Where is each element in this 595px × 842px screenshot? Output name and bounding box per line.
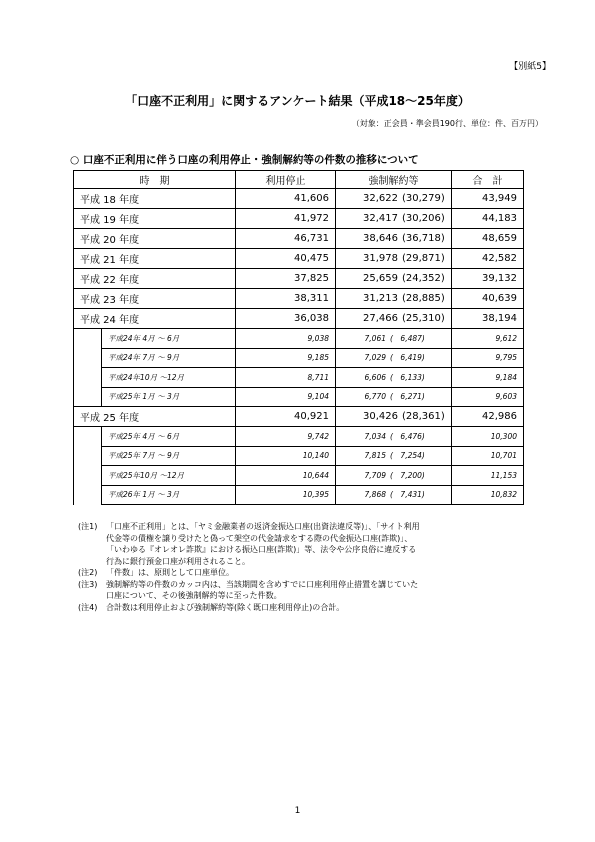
row-period: 平成 23 年度: [74, 289, 236, 309]
subrow-total: 10,832: [452, 485, 524, 505]
severance-value: 7,061: [364, 333, 386, 343]
note-label: (注3): [78, 579, 98, 589]
note-line: 強制解約等の件数のカッコ内は、当該期間を含めすでに口座利用停止措置を講じていた: [106, 579, 419, 589]
note-label: (注1): [78, 522, 98, 531]
subrow-period: 平成24年 7月 ～ 9月: [102, 348, 236, 368]
severance-value: 7,868: [364, 490, 386, 500]
subrow-stop: 9,742: [236, 427, 336, 447]
severance-value: 30,426: [363, 411, 398, 422]
table-row: [74, 269, 524, 289]
row-severance: [336, 229, 452, 249]
severance-prior: (29,871): [402, 253, 445, 264]
note-text: [106, 579, 528, 602]
row-total: 40,639: [452, 289, 524, 309]
indent-cell: [74, 329, 102, 407]
note-item: [78, 602, 528, 614]
severance-prior: ( 7,431): [390, 490, 425, 500]
row-period: 平成 18 年度: [74, 189, 236, 209]
row-stop: 38,311: [236, 289, 336, 309]
header-total: 合 計: [452, 171, 524, 189]
subrow-severance: [336, 368, 452, 388]
row-stop: 46,731: [236, 229, 336, 249]
subrow-severance: [336, 446, 452, 466]
severance-prior: (36,718): [402, 233, 445, 244]
table-row: [74, 407, 524, 427]
row-period: 平成 19 年度: [74, 209, 236, 229]
subrow-total: 9,612: [452, 329, 524, 349]
severance-value: 6,770: [364, 392, 386, 402]
subrow-severance: [336, 466, 452, 486]
severance-value: 25,659: [363, 273, 398, 284]
table-header-row: [74, 171, 524, 189]
row-stop: 41,972: [236, 209, 336, 229]
subrow-period: 平成25年 4月 ～ 6月: [102, 427, 236, 447]
subrow-severance: [336, 329, 452, 349]
subrow-total: 10,300: [452, 427, 524, 447]
subrow-total: 10,701: [452, 446, 524, 466]
severance-value: 7,709: [364, 470, 386, 480]
row-severance: [336, 209, 452, 229]
survey-scope: （対象：正会員・準会員190行、単位：件、百万円）: [351, 119, 543, 128]
row-total: 43,949: [452, 189, 524, 209]
row-severance: [336, 269, 452, 289]
severance-prior: ( 6,476): [390, 431, 425, 441]
row-total: 38,194: [452, 309, 524, 329]
table-row: [74, 309, 524, 329]
subrow-stop: 9,104: [236, 387, 336, 407]
table-subrow: [74, 348, 524, 368]
subrow-severance: [336, 348, 452, 368]
row-total: 42,986: [452, 407, 524, 427]
notes: [78, 521, 528, 613]
row-period: 平成 21 年度: [74, 249, 236, 269]
table-subrow: [74, 485, 524, 505]
table-subrow: [74, 427, 524, 447]
note-text: [106, 567, 528, 579]
subrow-total: 9,184: [452, 368, 524, 388]
table-row: [74, 249, 524, 269]
subrow-stop: 8,711: [236, 368, 336, 388]
table-subrow: [74, 329, 524, 349]
note-line: 「いわゆる『オレオレ詐欺』における振込口座(詐欺)」等、法令や公序良俗に違反する: [106, 545, 417, 554]
note-line: 口座について、その後強制解約等に至った件数。: [106, 591, 282, 600]
severance-prior: (30,279): [402, 193, 445, 204]
account-suspension-table: [73, 170, 524, 505]
note-line: 代金等の債権を譲り受けたと偽って架空の代金請求をする際の代金振込口座(詐欺)」、: [106, 533, 413, 543]
subrow-stop: 10,395: [236, 485, 336, 505]
severance-prior: ( 7,200): [390, 470, 425, 480]
subrow-stop: 9,038: [236, 329, 336, 349]
row-period: 平成 22 年度: [74, 269, 236, 289]
indent-cell: [74, 427, 102, 505]
severance-value: 7,815: [364, 451, 386, 461]
note-item: [78, 521, 528, 567]
severance-prior: (30,206): [402, 213, 445, 224]
page-number: 1: [294, 806, 301, 816]
note-label: (注4): [78, 602, 98, 612]
subrow-severance: [336, 387, 452, 407]
row-stop: 41,606: [236, 189, 336, 209]
row-total: 48,659: [452, 229, 524, 249]
severance-value: 32,622: [363, 193, 398, 204]
attachment-label: 【別紙5】: [509, 62, 551, 72]
table-subrow: [74, 446, 524, 466]
severance-value: 7,034: [364, 431, 386, 441]
severance-prior: (25,310): [402, 313, 445, 324]
row-stop: 36,038: [236, 309, 336, 329]
subrow-stop: 9,185: [236, 348, 336, 368]
severance-prior: ( 7,254): [390, 451, 425, 461]
row-total: 44,183: [452, 209, 524, 229]
severance-value: 31,213: [363, 293, 398, 304]
note-line: 行為に銀行預金口座が利用されること。: [106, 556, 250, 566]
subrow-period: 平成25年 7月 ～ 9月: [102, 446, 236, 466]
subrow-period: 平成24年10月 ～12月: [102, 368, 236, 388]
severance-value: 7,029: [364, 353, 386, 363]
row-stop: 37,825: [236, 269, 336, 289]
page-title: 「口座不正利用」に関するアンケート結果（平成18～25年度）: [125, 94, 470, 108]
row-total: 39,132: [452, 269, 524, 289]
severance-value: 32,417: [363, 213, 398, 224]
severance-value: 38,646: [363, 233, 398, 244]
subrow-total: 9,603: [452, 387, 524, 407]
note-item: [78, 579, 528, 602]
subrow-severance: [336, 427, 452, 447]
header-period: 時 期: [74, 171, 236, 189]
row-severance: [336, 407, 452, 427]
row-severance: [336, 289, 452, 309]
table-row: [74, 209, 524, 229]
note-line: 「件数」は、原則として口座単位。: [106, 568, 234, 577]
subrow-stop: 10,140: [236, 446, 336, 466]
note-label: (注2): [78, 568, 98, 577]
table-row: [74, 229, 524, 249]
note-text: [106, 602, 528, 614]
section-heading: ○ 口座不正利用に伴う口座の利用停止・強制解約等の件数の推移について: [70, 154, 419, 166]
severance-prior: ( 6,271): [390, 392, 425, 402]
header-severance: 強制解約等: [336, 171, 452, 189]
row-total: 42,582: [452, 249, 524, 269]
row-severance: [336, 189, 452, 209]
row-stop: 40,921: [236, 407, 336, 427]
table-subrow: [74, 387, 524, 407]
subrow-period: 平成25年10月 ～12月: [102, 466, 236, 486]
severance-prior: (28,361): [402, 411, 445, 422]
severance-value: 6,606: [364, 372, 386, 382]
subrow-total: 11,153: [452, 466, 524, 486]
row-severance: [336, 249, 452, 269]
note-item: [78, 567, 528, 579]
table-row: [74, 189, 524, 209]
row-period: 平成 25 年度: [74, 407, 236, 427]
severance-prior: ( 6,133): [390, 372, 425, 382]
note-text: [106, 521, 528, 567]
row-stop: 40,475: [236, 249, 336, 269]
table-row: [74, 289, 524, 309]
note-line: 合計数は利用停止および強制解約等(除く既口座利用停止)の合計。: [106, 602, 345, 612]
subrow-stop: 10,644: [236, 466, 336, 486]
severance-prior: ( 6,419): [390, 353, 425, 363]
table-subrow: [74, 368, 524, 388]
severance-value: 31,978: [363, 253, 398, 264]
table-subrow: [74, 466, 524, 486]
note-line: 「口座不正利用」とは、「ヤミ金融業者の返済金振込口座(出資法違反等)」、「サイト利用: [106, 522, 420, 531]
subrow-total: 9,795: [452, 348, 524, 368]
row-severance: [336, 309, 452, 329]
row-period: 平成 20 年度: [74, 229, 236, 249]
subrow-severance: [336, 485, 452, 505]
subrow-period: 平成25年 1月 ～ 3月: [102, 387, 236, 407]
header-stop: 利用停止: [236, 171, 336, 189]
severance-value: 27,466: [363, 313, 398, 324]
subrow-period: 平成24年 4月 ～ 6月: [102, 329, 236, 349]
severance-prior: (28,885): [402, 293, 445, 304]
subrow-period: 平成26年 1月 ～ 3月: [102, 485, 236, 505]
severance-prior: ( 6,487): [390, 333, 425, 343]
severance-prior: (24,352): [402, 273, 445, 284]
row-period: 平成 24 年度: [74, 309, 236, 329]
